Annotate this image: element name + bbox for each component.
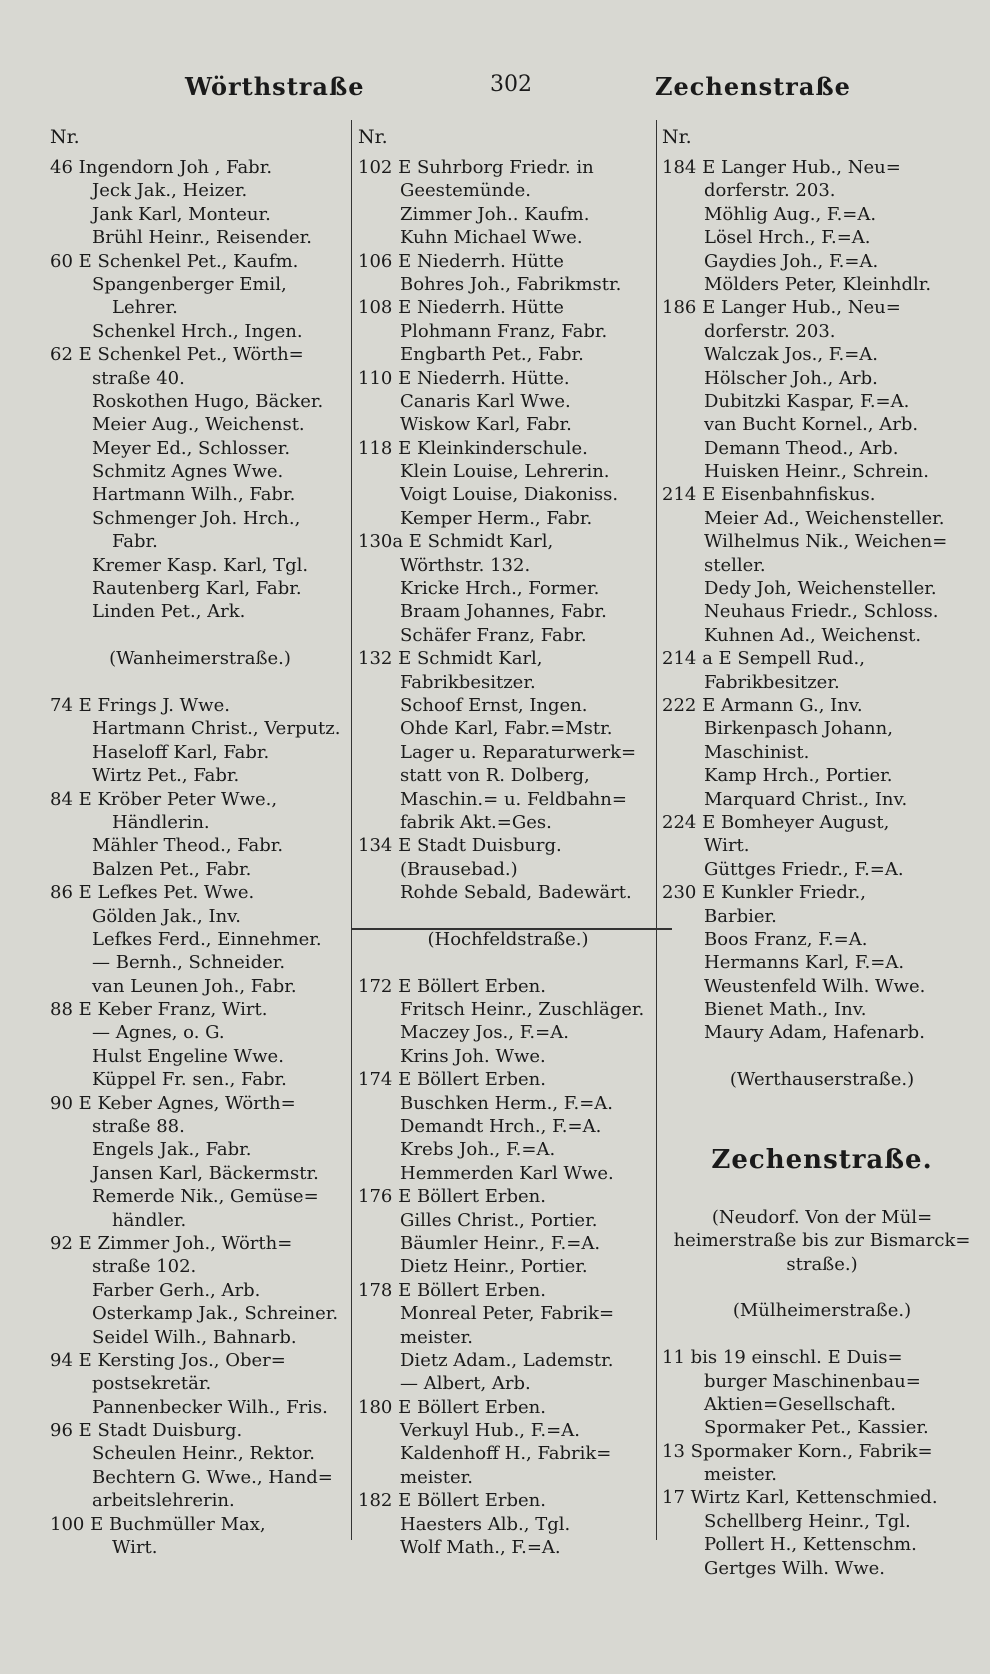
column-middle (358, 118, 658, 1559)
house-number-entry: 132 E Schmidt Karl, (358, 648, 543, 670)
spacer (662, 1045, 982, 1068)
right-street-heading: Zechenstraße (655, 72, 851, 101)
column-header: Nr. (358, 126, 388, 148)
directory-entry: Hulst Engeline Wwe. (92, 1045, 284, 1067)
directory-entry: arbeitslehrerin. (92, 1490, 235, 1512)
directory-entry: straße 40. (92, 367, 185, 389)
directory-entry: Gertges Wilh. Wwe. (704, 1557, 886, 1579)
spacer (662, 1092, 982, 1115)
directory-entry: statt von R. Dolberg, (400, 765, 590, 787)
directory-entry: Bechtern G. Wwe., Hand= (92, 1466, 333, 1488)
directory-entry: Jank Karl, Monteur. (92, 203, 271, 225)
spacer (662, 1276, 982, 1299)
directory-entry: Monreal Peter, Fabrik= (400, 1303, 615, 1325)
directory-entry: Verkuyl Hub., F.=A. (400, 1420, 580, 1442)
left-street-heading: Wörthstraße (185, 72, 365, 101)
directory-entry: Linden Pet., Ark. (92, 601, 246, 623)
directory-entry: Güttges Friedr., F.=A. (704, 858, 904, 880)
directory-entry: Hermanns Karl, F.=A. (704, 952, 905, 974)
page-header (0, 72, 990, 112)
directory-entry: Wolf Math., F.=A. (400, 1537, 561, 1559)
directory-entry: Kuhn Michael Wwe. (400, 227, 583, 249)
directory-entry: Haesters Alb., Tgl. (400, 1513, 571, 1535)
directory-entry: Mölders Peter, Kleinhdlr. (704, 273, 932, 295)
house-number-entry: 230 E Kunkler Friedr., (662, 882, 866, 904)
house-number-entry: 106 E Niederrh. Hütte (358, 250, 564, 272)
house-number-entry: 46 Ingendorn Joh , Fabr. (50, 157, 273, 178)
directory-entry: Bienet Math., Inv. (704, 999, 867, 1021)
directory-entry: händler. (112, 1209, 187, 1231)
column-header: Nr. (662, 126, 692, 148)
directory-entry: Wörthstr. 132. (400, 554, 531, 576)
directory-entry: Neuhaus Friedr., Schloss. (704, 601, 939, 623)
spacer (662, 1115, 982, 1138)
directory-entry: straße 88. (92, 1116, 185, 1138)
directory-entry: Pollert H., Kettenschm. (704, 1534, 917, 1556)
column-left (50, 118, 350, 1559)
directory-entry: Brühl Heinr., Reisender. (92, 227, 312, 249)
house-number-entry: 182 E Böllert Erben. (358, 1490, 546, 1512)
column-divider (351, 120, 352, 1540)
directory-entry: postsekretär. (92, 1373, 212, 1395)
street-title: Zechenstraße. (711, 1145, 933, 1176)
house-number-entry: 88 E Keber Franz, Wirt. (50, 999, 268, 1021)
directory-entry: Pannenbecker Wilh., Fris. (92, 1396, 328, 1418)
spacer (358, 951, 658, 974)
directory-entry: Jeck Jak., Heizer. (92, 180, 248, 202)
directory-entry: Fabrikbesitzer. (704, 671, 840, 693)
directory-entry: Hartmann Wilh., Fabr. (92, 484, 296, 506)
directory-entry: Lösel Hrch., F.=A. (704, 227, 871, 249)
house-number-entry: 178 E Böllert Erben. (358, 1279, 546, 1301)
directory-entry: Schellberg Heinr., Tgl. (704, 1510, 911, 1532)
directory-entry: Kemper Herm., Fabr. (400, 507, 593, 529)
directory-entry: Hölscher Joh., Arb. (704, 367, 878, 389)
directory-entry: Wirtz Pet., Fabr. (92, 765, 240, 787)
directory-entry: Hartmann Christ., Verputz. (92, 718, 341, 740)
directory-entry: Farber Gerh., Arb. (92, 1279, 261, 1301)
directory-entry: steller. (704, 554, 766, 576)
directory-entry: Rohde Sebald, Badewärt. (400, 882, 632, 904)
directory-entry: meister. (704, 1464, 777, 1486)
house-number-entry: 17 Wirtz Karl, Kettenschmied. (662, 1487, 938, 1509)
directory-entry: Kremer Kasp. Karl, Tgl. (92, 554, 309, 576)
house-number-entry: 214 a E Sempell Rud., (662, 648, 865, 670)
directory-entry: Geestemünde. (400, 180, 531, 202)
directory-entry: Canaris Karl Wwe. (400, 390, 571, 412)
directory-entry: Plohmann Franz, Fabr. (400, 320, 608, 342)
directory-entry: Kricke Hrch., Former. (400, 578, 600, 600)
house-number-entry: 110 E Niederrh. Hütte. (358, 367, 570, 389)
directory-entry: Schmitz Agnes Wwe. (92, 461, 284, 483)
directory-entry: Roskothen Hugo, Bäcker. (92, 390, 324, 412)
directory-entry: Meier Aug., Weichenst. (92, 414, 305, 436)
house-number-entry: 96 E Stadt Duisburg. (50, 1420, 243, 1442)
directory-entry: Dietz Adam., Lademstr. (400, 1349, 614, 1371)
directory-entry: Mähler Theod., Fabr. (92, 835, 284, 857)
directory-entry: Voigt Louise, Diakoniss. (400, 484, 619, 506)
spacer (50, 624, 350, 647)
directory-entry: Engels Jak., Fabr. (92, 1139, 252, 1161)
house-number-entry: 130a E Schmidt Karl, (358, 531, 554, 553)
directory-entry: Klein Louise, Lehrerin. (400, 461, 610, 483)
house-number-entry: 11 bis 19 einschl. E Duis= (662, 1347, 903, 1369)
directory-entry: Schäfer Franz, Fabr. (400, 624, 587, 646)
directory-entry: Weustenfeld Wilh. Wwe. (704, 975, 926, 997)
directory-entry: Demandt Hrch., F.=A. (400, 1116, 602, 1138)
directory-entry: Haseloff Karl, Fabr. (92, 741, 270, 763)
directory-entry: Balzen Pet., Fabr. (92, 858, 252, 880)
house-number-entry: 224 E Bomheyer August, (662, 811, 890, 833)
directory-entry: van Leunen Joh., Fabr. (92, 975, 297, 997)
directory-entry: burger Maschinenbau= (704, 1370, 921, 1392)
directory-entry: Lehrer. (112, 297, 178, 319)
directory-entry: Krins Joh. Wwe. (400, 1045, 546, 1067)
directory-entry: meister. (400, 1466, 473, 1488)
cross-street-label: (Neudorf. Von der Mül= (711, 1206, 933, 1228)
directory-entry: fabrik Akt.=Ges. (400, 811, 552, 833)
house-number-entry: 134 E Stadt Duisburg. (358, 835, 562, 857)
house-number-entry: 92 E Zimmer Joh., Wörth= (50, 1232, 293, 1254)
house-number-entry: 108 E Niederrh. Hütte (358, 297, 564, 319)
house-number-entry: 186 E Langer Hub., Neu= (662, 297, 901, 319)
directory-entry: Möhlig Aug., F.=A. (704, 203, 877, 225)
directory-entry: — Albert, Arb. (400, 1373, 531, 1395)
spacer (662, 1323, 982, 1346)
directory-entry: Kaldenhoff H., Fabrik= (400, 1443, 612, 1465)
directory-entry: Lefkes Ferd., Einnehmer. (92, 928, 322, 950)
house-number-entry: 176 E Böllert Erben. (358, 1186, 546, 1208)
directory-entry: Meier Ad., Weichensteller. (704, 507, 945, 529)
cross-street-label: straße.) (786, 1253, 858, 1275)
directory-entry: Barbier. (704, 905, 777, 927)
column-right (662, 118, 982, 1580)
directory-entry: Wilhelmus Nik., Weichen= (704, 531, 948, 553)
directory-entry: Dedy Joh, Weichensteller. (704, 578, 937, 600)
directory-entry: Dietz Heinr., Portier. (400, 1256, 588, 1278)
directory-entry: Gilles Christ., Portier. (400, 1209, 598, 1231)
directory-entry: Maschin.= u. Feldbahn= (400, 788, 627, 810)
directory-entry: dorferstr. 203. (704, 180, 836, 202)
house-number-entry: 100 E Buchmüller Max, (50, 1513, 266, 1535)
directory-entry: Maczey Jos., F.=A. (400, 1022, 569, 1044)
directory-entry: Wirt. (704, 835, 750, 857)
directory-entry: Aktien=Gesellschaft. (704, 1393, 896, 1415)
directory-entry: Osterkamp Jak., Schreiner. (92, 1303, 339, 1325)
directory-entry: Rautenberg Karl, Fabr. (92, 578, 302, 600)
house-number-entry: 74 E Frings J. Wwe. (50, 694, 230, 716)
directory-entry: dorferstr. 203. (704, 320, 836, 342)
directory-entry: Küppel Fr. sen., Fabr. (92, 1069, 287, 1091)
house-number-entry: 172 E Böllert Erben. (358, 975, 546, 997)
directory-entry: Huisken Heinr., Schrein. (704, 461, 929, 483)
directory-entry: Walczak Jos., F.=A. (704, 344, 879, 366)
directory-entry: Remerde Nik., Gemüse= (92, 1186, 319, 1208)
house-number-entry: 180 E Böllert Erben. (358, 1396, 546, 1418)
directory-entry: Demann Theod., Arb. (704, 437, 899, 459)
house-number-entry: 94 E Kersting Jos., Ober= (50, 1349, 286, 1371)
directory-entry: — Agnes, o. G. (92, 1022, 225, 1044)
spacer (358, 905, 658, 928)
house-number-entry: 86 E Lefkes Pet. Wwe. (50, 882, 255, 904)
directory-entry: Buschken Herm., F.=A. (400, 1092, 614, 1114)
house-number-entry: 60 E Schenkel Pet., Kaufm. (50, 250, 299, 272)
house-number-entry: 90 E Keber Agnes, Wörth= (50, 1092, 296, 1114)
directory-entry: Meyer Ed., Schlosser. (92, 437, 291, 459)
directory-entry: Händlerin. (112, 811, 210, 833)
directory-entry: Krebs Joh., F.=A. (400, 1139, 556, 1161)
house-number-entry: 118 E Kleinkinderschule. (358, 437, 588, 459)
directory-entry: Seidel Wilh., Bahnarb. (92, 1326, 297, 1348)
house-number-entry: 13 Spormaker Korn., Fabrik= (662, 1440, 933, 1462)
directory-entry: Braam Johannes, Fabr. (400, 601, 607, 623)
cross-street-label: (Hochfeldstraße.) (427, 928, 589, 950)
spacer (50, 671, 350, 694)
directory-entry: Boos Franz, F.=A. (704, 928, 868, 950)
directory-entry: Schoof Ernst, Ingen. (400, 694, 588, 716)
cross-street-label: (Mülheimerstraße.) (732, 1300, 912, 1322)
directory-entry: van Bucht Kornel., Arb. (704, 414, 919, 436)
directory-entry: Gölden Jak., Inv. (92, 905, 241, 927)
directory-entry: Gaydies Joh., F.=A. (704, 250, 879, 272)
directory-entry: Jansen Karl, Bäckermstr. (92, 1162, 319, 1184)
page-number: 302 (490, 72, 532, 97)
cross-street-label: heimerstraße bis zur Bismarck= (673, 1230, 971, 1252)
directory-entry: Spormaker Pet., Kassier. (704, 1417, 929, 1439)
directory-entry: Fritsch Heinr., Zuschläger. (400, 999, 645, 1021)
house-number-entry: 184 E Langer Hub., Neu= (662, 157, 901, 178)
directory-entry: Marquard Christ., Inv. (704, 788, 908, 810)
directory-entry: Scheulen Heinr., Rektor. (92, 1443, 315, 1465)
directory-entry: Maschinist. (704, 741, 810, 763)
directory-entry: Fabrikbesitzer. (400, 671, 536, 693)
directory-entry: Fabr. (112, 531, 158, 553)
house-number-entry: 222 E Armann G., Inv. (662, 694, 863, 716)
directory-entry: Bohres Joh., Fabrikmstr. (400, 273, 622, 295)
directory-entry: Schmenger Joh. Hrch., (92, 507, 301, 529)
house-number-entry: 102 E Suhrborg Friedr. in (358, 157, 594, 178)
directory-entry: Maury Adam, Hafenarb. (704, 1022, 925, 1044)
cross-street-label: (Wanheimerstraße.) (109, 648, 291, 670)
directory-entry: Engbarth Pet., Fabr. (400, 344, 584, 366)
directory-entry: Dubitzki Kaspar, F.=A. (704, 390, 910, 412)
directory-entry: — Bernh., Schneider. (92, 952, 286, 974)
directory-entry: Bäumler Heinr., F.=A. (400, 1232, 601, 1254)
directory-entry: Spangenberger Emil, (92, 273, 287, 295)
directory-entry: Kuhnen Ad., Weichenst. (704, 624, 922, 646)
directory-entry: Lager u. Reparaturwerk= (400, 741, 637, 763)
directory-entry: Ohde Karl, Fabr.=Mstr. (400, 718, 613, 740)
house-number-entry: 84 E Kröber Peter Wwe., (50, 788, 278, 810)
spacer (662, 1182, 982, 1205)
house-number-entry: 62 E Schenkel Pet., Wörth= (50, 344, 304, 366)
directory-entry: Wirt. (112, 1537, 158, 1559)
column-header: Nr. (50, 126, 80, 148)
directory-entry: straße 102. (92, 1256, 197, 1278)
directory-entry: meister. (400, 1326, 473, 1348)
house-number-entry: 214 E Eisenbahnfiskus. (662, 484, 876, 506)
directory-entry: Birkenpasch Johann, (704, 718, 893, 740)
house-number-entry: 174 E Böllert Erben. (358, 1069, 546, 1091)
directory-entry: (Brausebad.) (400, 858, 518, 880)
directory-entry: Kamp Hrch., Portier. (704, 765, 893, 787)
directory-entry: Wiskow Karl, Fabr. (400, 414, 572, 436)
directory-entry: Schenkel Hrch., Ingen. (92, 320, 303, 342)
cross-street-label: (Werthauserstraße.) (729, 1069, 915, 1091)
directory-entry: Zimmer Joh.. Kaufm. (400, 203, 590, 225)
directory-entry: Hemmerden Karl Wwe. (400, 1162, 614, 1184)
